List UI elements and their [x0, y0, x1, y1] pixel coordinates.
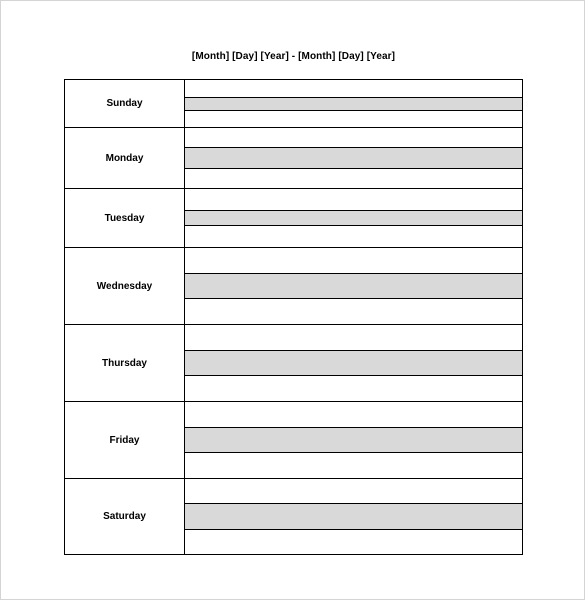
slot-tuesday-2[interactable] [185, 210, 522, 226]
day-label-saturday: Saturday [65, 479, 185, 554]
slots-tuesday [185, 189, 522, 247]
slots-sunday [185, 80, 522, 127]
slot-wednesday-3[interactable] [185, 299, 522, 324]
slot-thursday-2[interactable] [185, 350, 522, 377]
slot-sunday-3[interactable] [185, 111, 522, 128]
slots-wednesday [185, 248, 522, 324]
slots-saturday [185, 479, 522, 554]
slot-sunday-1[interactable] [185, 80, 522, 97]
day-block-monday [65, 128, 522, 189]
slot-sunday-2[interactable] [185, 97, 522, 111]
day-label-monday: Monday [65, 128, 185, 188]
slot-friday-1[interactable] [185, 402, 522, 427]
day-block-friday [65, 402, 522, 479]
slot-monday-2[interactable] [185, 147, 522, 168]
slots-monday [185, 128, 522, 188]
day-label-wednesday: Wednesday [65, 248, 185, 324]
day-block-tuesday [65, 189, 522, 248]
slot-thursday-1[interactable] [185, 325, 522, 350]
day-label-sunday: Sunday [65, 80, 185, 127]
date-range-title: [Month] [Day] [Year] - [Month] [Day] [Year] [191, 51, 396, 62]
day-label-thursday: Thursday [65, 325, 185, 401]
slot-saturday-3[interactable] [185, 530, 522, 554]
slot-saturday-2[interactable] [185, 503, 522, 529]
day-label-friday: Friday [65, 402, 185, 478]
slot-saturday-1[interactable] [185, 479, 522, 503]
day-block-thursday [65, 325, 522, 402]
slots-friday [185, 402, 522, 478]
slots-thursday [185, 325, 522, 401]
slot-wednesday-2[interactable] [185, 273, 522, 300]
slot-friday-2[interactable] [185, 427, 522, 454]
day-block-saturday [65, 479, 522, 555]
slot-monday-1[interactable] [185, 128, 522, 147]
day-label-tuesday: Tuesday [65, 189, 185, 247]
day-block-wednesday [65, 248, 522, 325]
slot-wednesday-1[interactable] [185, 248, 522, 273]
slot-thursday-3[interactable] [185, 376, 522, 401]
slot-tuesday-3[interactable] [185, 226, 522, 247]
slot-tuesday-1[interactable] [185, 189, 522, 210]
weekly-schedule-grid [64, 79, 523, 555]
slot-friday-3[interactable] [185, 453, 522, 478]
slot-monday-3[interactable] [185, 169, 522, 188]
day-block-sunday [65, 80, 522, 128]
